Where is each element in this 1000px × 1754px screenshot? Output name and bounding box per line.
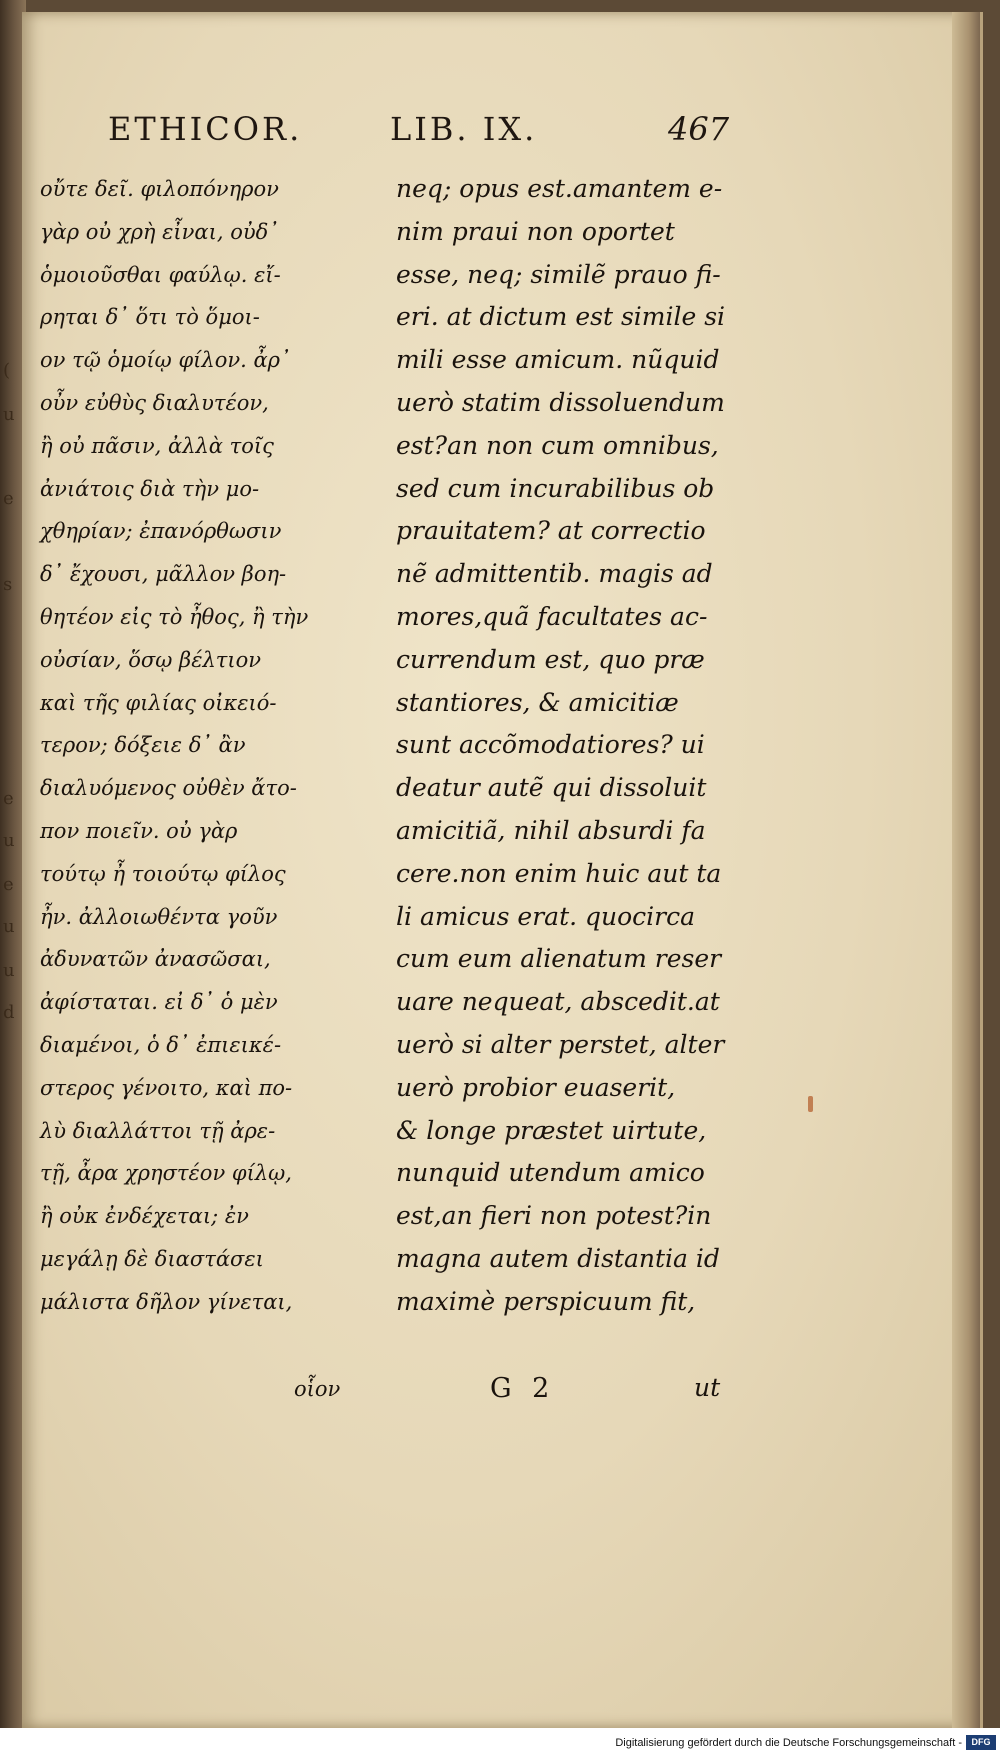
greek-text-line: ἀνιάτοις διὰ τὴν μο- (40, 476, 260, 501)
latin-text-line: esse, neq; similẽ prauo fi- (396, 259, 721, 289)
latin-text-line: cum eum alienatum reser (396, 944, 722, 974)
latin-text-line: mili esse amicum. nũquid (396, 345, 720, 375)
page-leaf-edge (952, 12, 980, 1752)
latin-text-line: est?an non cum omnibus, (396, 430, 719, 460)
latin-text-line: uerò probior euaserit, (396, 1072, 676, 1102)
gutter-mark: e (3, 488, 14, 509)
greek-text-line: ἀδυνατῶν ἀνασῶσαι, (40, 947, 271, 972)
latin-text-line: maximè perspicuum fit, (396, 1286, 696, 1316)
greek-text-line: οὖν εὐθὺς διαλυτέον, (40, 390, 269, 415)
gutter-mark: u (3, 830, 15, 851)
latin-text-line: uerò si alter perstet, alter (396, 1029, 725, 1059)
page-number: 467 (668, 110, 730, 148)
signature-mark: G 2 (490, 1373, 556, 1404)
latin-text-line: uare nequeat, abscedit.at (396, 987, 720, 1017)
running-head (108, 110, 758, 156)
greek-text-line: οὔτε δεῖ. φιλοπόνηρον (40, 177, 279, 201)
greek-text-line: ον τῷ ὁμοίῳ φίλον. ἆρ᾽ (40, 348, 291, 373)
gutter-mark: e (3, 788, 14, 809)
funding-credit: Digitalisierung gefördert durch die Deutsche Forschungsgemeinschaft - (615, 1737, 962, 1749)
greek-text-line: μεγάλῃ δὲ διαστάσει (40, 1246, 264, 1271)
greek-text-line: λὺ διαλλάττοι τῇ ἀρε- (40, 1118, 276, 1143)
footer-bar (0, 1728, 1000, 1754)
latin-text-line: cere.non enim huic aut ta (396, 858, 722, 888)
latin-text-line: uerò statim dissoluendum (396, 387, 725, 417)
greek-text-line: γὰρ οὐ χρὴ εἶναι, οὐδ᾽ (40, 219, 279, 244)
latin-text-line: sed cum incurabilibus ob (396, 473, 715, 503)
latin-column (396, 168, 746, 1324)
gutter-mark: u (3, 960, 15, 981)
greek-text-line: ἢ οὐκ ἐνδέχεται; ἐν (40, 1204, 249, 1229)
greek-text-line: ἦν. ἀλλοιωθέντα γοῦν (40, 904, 278, 929)
gutter-mark: u (3, 916, 15, 937)
latin-text-line: nẽ admittentib. magis ad (396, 559, 713, 589)
gutter-mark: ( (3, 360, 11, 381)
latin-text-line: prauitatem? at correctio (396, 516, 706, 546)
greek-text-line: οὐσίαν, ὅσῳ βέλτιον (40, 647, 262, 672)
greek-text-line: τῇ, ἆρα χρηστέον φίλῳ, (40, 1161, 292, 1186)
greek-text-line: χθηρίαν; ἐπανόρθωσιν (40, 519, 282, 544)
gutter-mark: u (3, 404, 15, 425)
greek-text-line: στερος γένοιτο, καὶ πο- (40, 1075, 293, 1100)
greek-text-line: ἀφίσταται. εἰ δ᾽ ὁ μὲν (40, 990, 278, 1015)
greek-text-line: πον ποιεῖν. οὐ γὰρ (40, 818, 238, 843)
latin-text-line: neq; opus est.amantem e- (396, 174, 723, 203)
running-title: ETHICOR. (108, 110, 303, 148)
latin-text-line: amicitiã, nihil absurdi fa (396, 815, 706, 845)
latin-text-line: sunt accõmodatiores? ui (396, 730, 705, 760)
gutter-mark: e (3, 874, 14, 895)
book-label: LIB. IX. (390, 110, 538, 148)
greek-text-line: δ᾽ ἔχουσι, μᾶλλον βοη- (40, 562, 287, 587)
latin-text-line: currendum est, quo præ (396, 644, 705, 674)
latin-text-line: stantiores, & amicitiæ (396, 687, 679, 717)
latin-text-line: & longe præstet uirtute, (396, 1115, 707, 1145)
greek-text-line: διαμένοι, ὁ δ᾽ ἐπιεικέ- (40, 1032, 282, 1057)
greek-text-line: διαλυόμενος οὐθὲν ἄτο- (40, 776, 297, 801)
latin-text-line: li amicus erat. quocirca (396, 901, 696, 931)
greek-text-line: ἢ οὐ πᾶσιν, ἀλλὰ τοῖς (40, 433, 274, 458)
greek-text-line: ρηται δ᾽ ὅτι τὸ ὅμοι- (40, 305, 260, 330)
gutter-mark: d (3, 1002, 15, 1023)
greek-text-line: θητέον εἰς τὸ ἦθος, ἢ τὴν (40, 604, 309, 629)
greek-catchword: οἷον (294, 1377, 341, 1401)
latin-text-line: mores,quã facultates ac- (396, 601, 708, 631)
latin-text-line: est,an fieri non potest?in (396, 1201, 712, 1231)
latin-text-line: magna autem distantia id (396, 1243, 720, 1273)
latin-text-line: deatur autẽ qui dissoluit (396, 773, 707, 803)
ink-stain (808, 1096, 813, 1112)
latin-catchword: ut (694, 1373, 721, 1402)
dfg-logo: DFG (966, 1735, 996, 1750)
greek-text-line: τερον; δόξειε δ᾽ ἂν (40, 733, 246, 758)
greek-text-line: μάλιστα δῆλον γίνεται, (40, 1289, 293, 1314)
latin-text-line: nunquid utendum amico (396, 1158, 705, 1188)
greek-column (40, 168, 390, 1324)
greek-text-line: ὁμοιοῦσθαι φαύλῳ. εἴ- (40, 262, 281, 287)
latin-text-line: nim praui non oportet (396, 216, 675, 246)
greek-text-line: τούτῳ ἦ τοιούτῳ φίλος (40, 861, 286, 886)
greek-text-line: καὶ τῆς φιλίας οἰκειό- (40, 690, 277, 715)
gutter-show-through (0, 360, 16, 1060)
latin-text-line: eri. at dictum est simile si (396, 302, 726, 332)
gutter-mark: s (3, 574, 13, 595)
